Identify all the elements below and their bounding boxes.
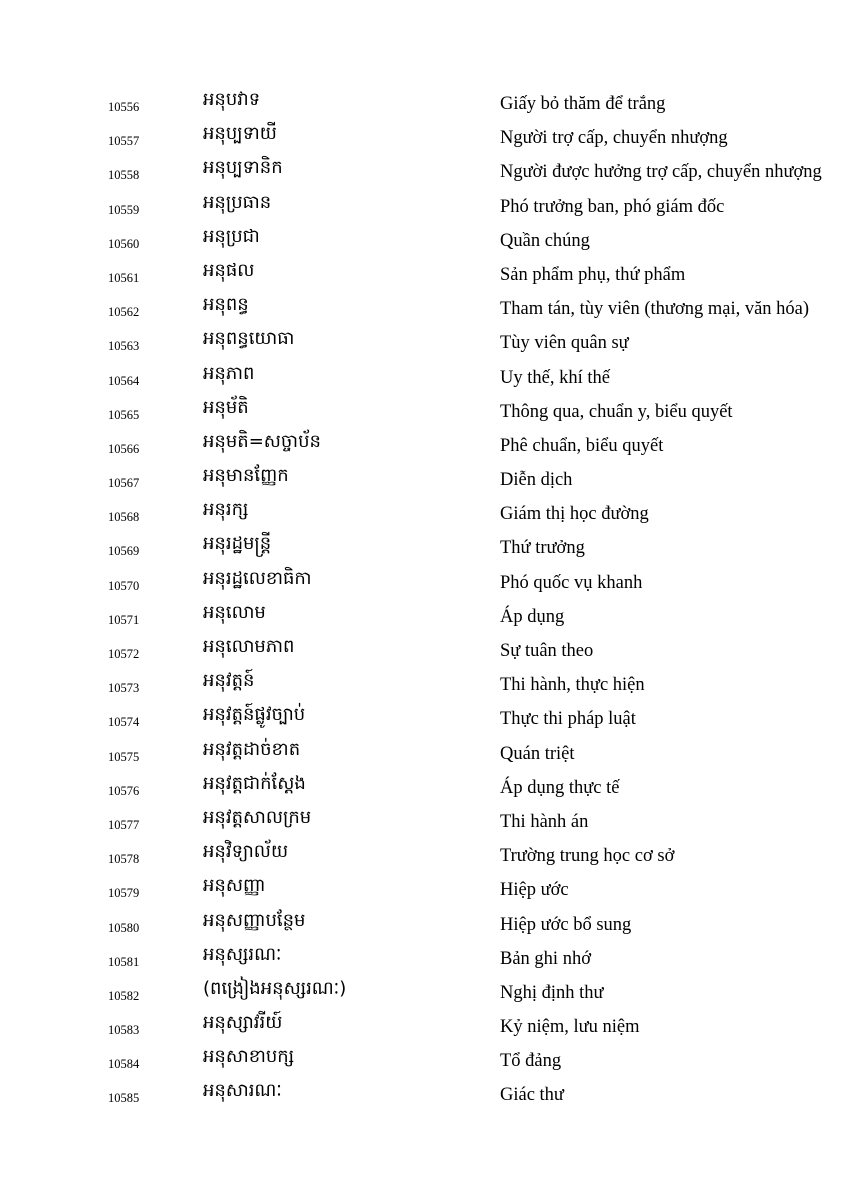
vietnamese-translation: Sự tuân theo [500,641,594,661]
vietnamese-translation: Phó trưởng ban, phó giám đốc [500,196,725,217]
entry-number: 10558 [108,168,140,183]
vietnamese-translation: Giám thị học đường [500,504,649,525]
dictionary-entry [0,565,848,599]
entry-number: 10583 [108,1023,140,1038]
khmer-term: អនុសញ្ញាបន្ថែម [203,909,306,931]
khmer-term: អនុរដ្ឋលេខាធិកា [203,567,312,589]
dictionary-entry [0,804,848,838]
dictionary-entry [0,736,848,770]
khmer-term: អនុវត្តន៍ [203,670,255,692]
dictionary-entry [0,838,848,872]
dictionary-entry [0,941,848,975]
entry-number: 10573 [108,681,140,696]
khmer-term: អនុលោមភាព [203,636,295,657]
vietnamese-translation: Áp dụng [500,606,565,627]
vietnamese-translation: Tham tán, tùy viên (thương mại, văn hóa) [500,299,810,320]
vietnamese-translation: Uy thế, khí thế [500,367,610,388]
vietnamese-translation: Thực thi pháp luật [500,709,636,730]
khmer-term: អនុពន្ធយោធា [203,328,295,350]
dictionary-entry [0,120,848,154]
dictionary-entry [0,770,848,804]
dictionary-entry [0,872,848,906]
vietnamese-translation: Tổ đảng [500,1051,562,1072]
khmer-term: អនុមតិ=សច្ចាប័ន [203,430,321,452]
khmer-term: អនុផល [203,259,255,281]
entry-number: 10561 [108,270,140,285]
entry-number: 10574 [108,715,140,730]
khmer-term: អនុលោម [203,601,266,623]
khmer-term: អនុសារណៈ [203,1080,282,1102]
khmer-term: អនុពន្ធ [203,294,249,316]
entry-number: 10584 [108,1057,140,1072]
vietnamese-translation: Thứ trưởng [500,538,585,559]
dictionary-entry [0,223,848,257]
khmer-term: អនុសាខាបក្ស [203,1046,295,1068]
vietnamese-translation: Thông qua, chuẩn y, biểu quyết [500,401,733,422]
dictionary-entry [0,530,848,564]
vietnamese-translation: Áp dụng thực tế [500,777,620,798]
dictionary-entry [0,701,848,735]
dictionary-entry-list [0,86,848,1112]
khmer-term: អនុម័តិ [203,396,249,418]
vietnamese-translation: Phó quốc vụ khanh [500,572,643,593]
entry-number: 10580 [108,920,140,935]
khmer-term: អនុភាព [203,362,255,384]
dictionary-entry [0,599,848,633]
dictionary-entry [0,189,848,223]
entry-number: 10578 [108,852,140,867]
entry-number: 10566 [108,441,140,456]
vietnamese-translation: Nghị định thư [500,982,604,1003]
vietnamese-translation: Bản ghi nhớ [500,948,591,969]
khmer-term: (ពង្រៀងអនុស្សរណៈ) [203,977,347,999]
dictionary-entry [0,907,848,941]
khmer-term: អនុវត្តដាច់ខាត [203,738,301,760]
dictionary-entry [0,633,848,667]
khmer-term: អនុប្រធាន [203,191,272,213]
khmer-term: អនុប្បទាយី [203,123,277,145]
vietnamese-translation: Giác thư [500,1085,564,1106]
dictionary-entry [0,1009,848,1043]
entry-number: 10581 [108,954,140,969]
entry-number: 10564 [108,373,140,388]
khmer-term: អនុស្សាវរីយ៍ [203,1012,283,1034]
dictionary-entry [0,257,848,291]
entry-number: 10585 [108,1091,140,1106]
entry-number: 10567 [108,476,140,491]
dictionary-entry [0,86,848,120]
entry-number: 10557 [108,134,140,149]
vietnamese-translation: Kỷ niệm, lưu niệm [500,1017,640,1038]
khmer-term: អនុបវាទ [203,89,261,110]
entry-number: 10576 [108,783,140,798]
vietnamese-translation: Quần chúng [500,230,590,251]
khmer-term: អនុប្បទានិក [203,157,283,179]
dictionary-entry [0,360,848,394]
entry-number: 10563 [108,339,140,354]
vietnamese-translation: Hiệp ước [500,880,569,901]
dictionary-entry [0,428,848,462]
entry-number: 10556 [108,100,140,114]
entry-number: 10575 [108,749,140,764]
entry-number: 10582 [108,988,140,1003]
vietnamese-translation: Diễn dịch [500,470,573,491]
entry-number: 10562 [108,305,140,320]
khmer-term: អនុវត្តសាលក្រម [203,806,312,828]
dictionary-entry [0,975,848,1009]
vietnamese-translation: Quán triệt [500,743,575,764]
dictionary-entry [0,496,848,530]
entry-number: 10560 [108,236,140,251]
entry-number: 10565 [108,407,140,422]
khmer-term: អនុវិទ្យាល័យ [203,841,289,863]
khmer-term: អនុវត្តជាក់ស្ដែង [203,772,306,794]
dictionary-entry [0,1043,848,1077]
entry-number: 10568 [108,510,140,525]
vietnamese-translation: Người trợ cấp, chuyển nhượng [500,128,728,149]
entry-number: 10577 [108,817,140,832]
khmer-term: អនុស្សរណៈ [203,943,282,965]
dictionary-entry [0,394,848,428]
dictionary-entry [0,291,848,325]
vietnamese-translation: Trường trung học cơ sở [500,846,675,867]
entry-number: 10570 [108,578,140,593]
dictionary-entry [0,667,848,701]
dictionary-entry [0,462,848,496]
dictionary-entry [0,154,848,188]
vietnamese-translation: Thi hành, thực hiện [500,675,645,696]
khmer-term: អនុវត្តន៍ផ្លូវច្បាប់ [203,704,306,726]
entry-number: 10571 [108,612,140,627]
dictionary-entry [0,325,848,359]
khmer-term: អនុរក្ស [203,499,249,521]
vietnamese-translation: Thi hành án [500,811,589,832]
vietnamese-translation: Hiệp ước bổ sung [500,914,632,935]
vietnamese-translation: Người được hưởng trợ cấp, chuyển nhượng [500,162,822,183]
dictionary-entry [0,1077,848,1111]
khmer-term: អនុសញ្ញា [203,875,266,897]
entry-number: 10569 [108,544,140,559]
vietnamese-translation: Giấy bỏ thăm để trắng [500,94,666,114]
entry-number: 10572 [108,647,140,661]
entry-number: 10559 [108,202,140,217]
khmer-term: អនុមានញ្ញែក [203,465,289,487]
vietnamese-translation: Sản phẩm phụ, thứ phẩm [500,264,686,285]
vietnamese-translation: Tùy viên quân sự [500,333,629,354]
khmer-term: អនុប្រជា [203,225,260,247]
entry-number: 10579 [108,886,140,901]
vietnamese-translation: Phê chuẩn, biểu quyết [500,435,664,456]
khmer-term: អនុរដ្ឋមន្ត្រី [203,533,272,555]
